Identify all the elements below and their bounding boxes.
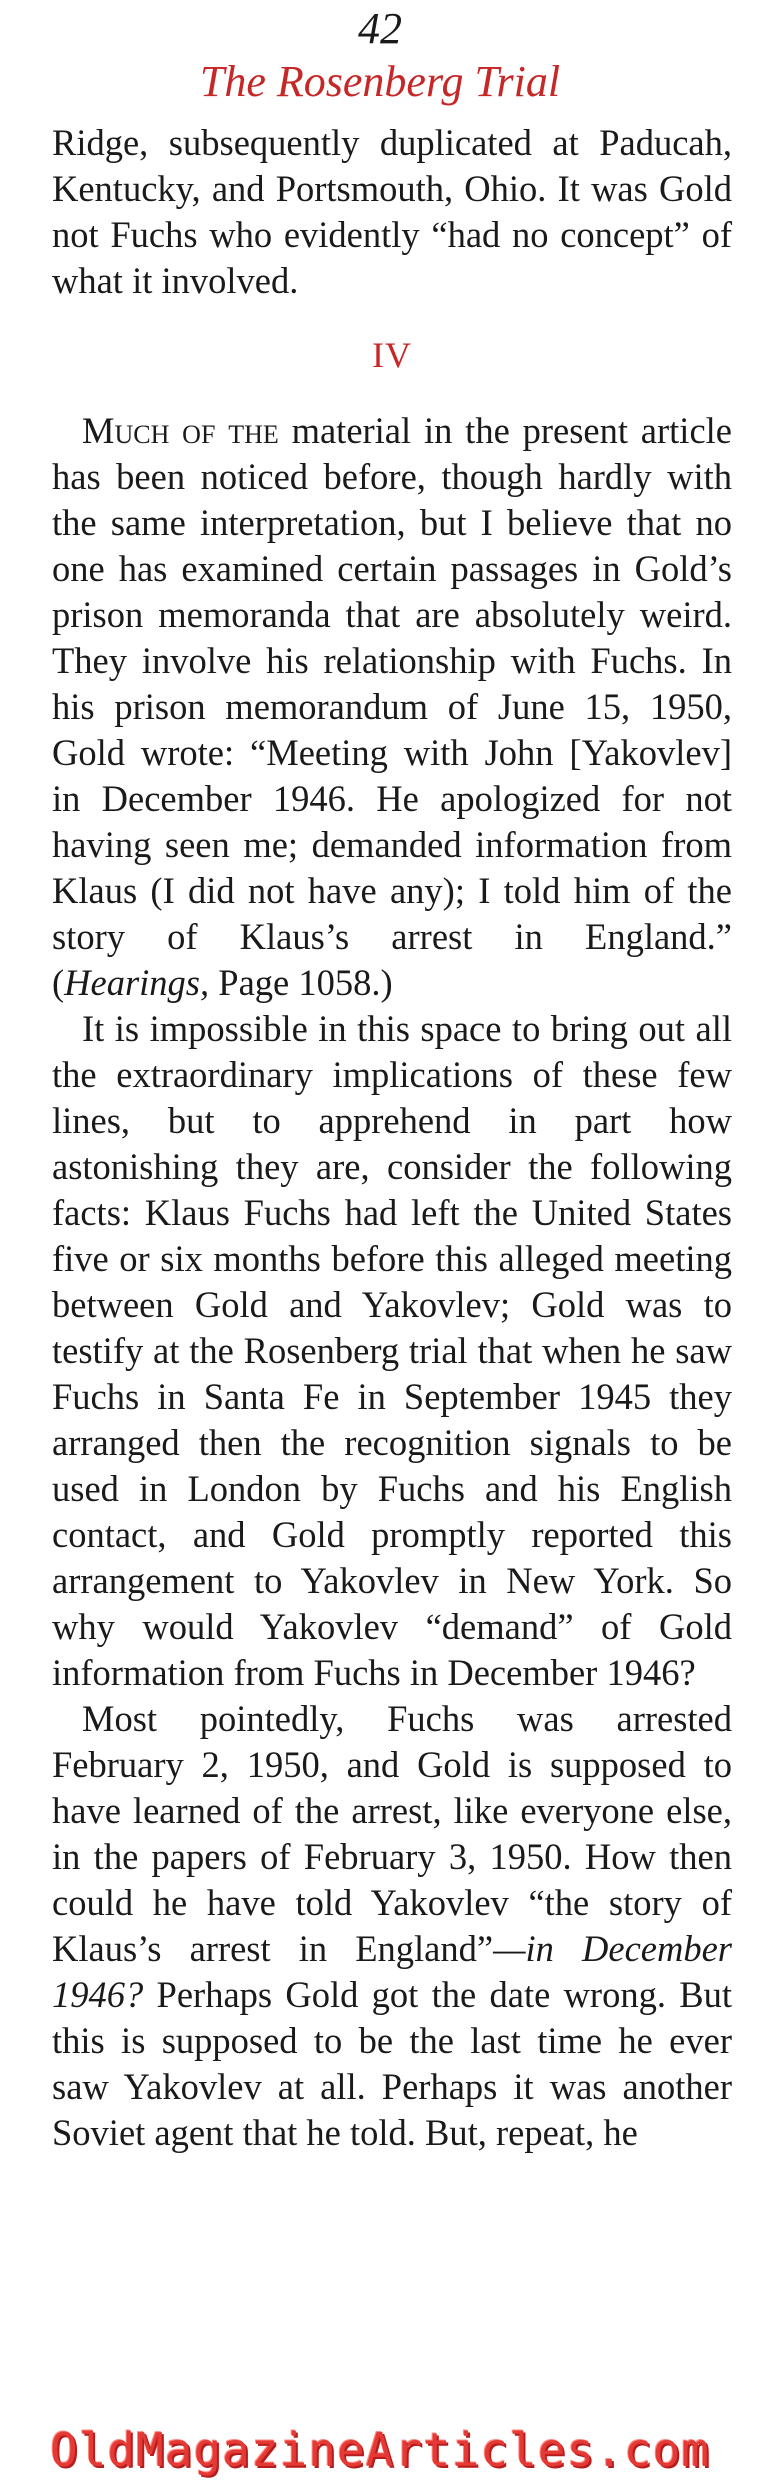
running-title: The Rosenberg Trial (199, 57, 561, 106)
continued-paragraph: Ridge, subsequently duplicated at Paducah, Kentucky, and Portsmouth, Ohio. It was Gold not Fuchs who evidently “had no concept” of what it involved. (52, 122, 732, 301)
paragraph-3-text: Most pointedly, Fuchs was arrested February 2, 1950, and Gold is supposed to have learned of the arrest, like everyone else, in the papers of February 3, 1950. How then could he have told Yakovlev “the story of Klaus’s arrest in England” (52, 1698, 732, 1969)
citation-title: Hearings, (64, 962, 210, 1003)
emphasis-date: —in December 1946? (52, 1928, 732, 2015)
citation-page: Page 1058.) (209, 962, 393, 1003)
article-body (52, 120, 732, 2156)
paragraph-1 (52, 408, 732, 1006)
site-watermark-logo: OldMagazineArticles.com (50, 2423, 710, 2477)
lead-in-smallcaps: Much of the (82, 410, 279, 451)
page-number: 42 (358, 4, 402, 53)
section-numeral: IV (372, 335, 412, 375)
paragraph-2: It is impossible in this space to bring out all the extraordinary implications of these few lines, but to apprehend in part how astonishing they are, consider the following facts: Klaus Fuchs had left the United States five or six months before this alleged meeting between Gold and Yakovlev; Gold was to testify at the Rosenberg trial that when he saw Fuchs in Santa Fe in September 1945 they arranged then the recognition signals to be used in London by Fuchs and his English contact, and Gold promptly reported this arrangement to Yakovlev in New York. So why would Yakovlev “demand” of Gold information from Fuchs in December 1946? (52, 1008, 732, 1693)
paragraph-3 (52, 1696, 732, 2156)
paragraph-1-text: material in the present article has been noticed before, though hardly with the same interpretation, but I believe that no one has examined certain passages in Gold’s prison memoranda that are absolutely weird. They involve his relationship with Fuchs. In his prison memorandum of June 15, 1950, Gold wrote: “Meeting with John [Yakovlev] in December 1946. He apologized for not having seen me; demanded information from Klaus (I did not have any); I told him of the story of Klaus’s arrest in England.” ( (52, 410, 732, 1003)
paragraph-3-continued: Perhaps Gold got the date wrong. But this is supposed to be the last time he ever saw Yakovlev at all. Perhaps it was another Soviet agent that he told. But, repeat, he (52, 1974, 732, 2153)
